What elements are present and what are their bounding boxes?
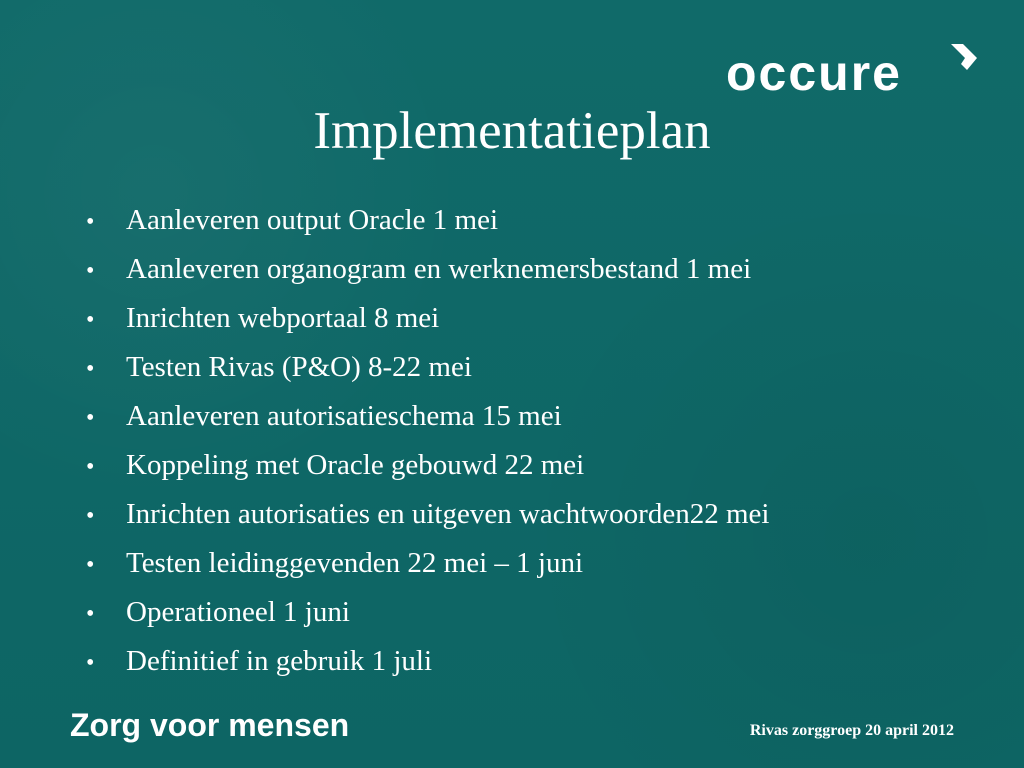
bullet-item <box>86 245 946 294</box>
bullet-item <box>86 441 946 490</box>
bullet-icon: • <box>86 307 95 333</box>
bullet-icon: • <box>86 503 95 529</box>
occure-logo <box>726 40 981 110</box>
bullet-item <box>86 196 946 245</box>
bullet-icon: • <box>86 601 95 627</box>
bullet-icon: • <box>86 209 95 235</box>
bullet-text: Aanleveren output Oracle 1 mei <box>126 204 499 236</box>
bullet-item <box>86 343 946 392</box>
bullet-icon: • <box>86 454 95 480</box>
bullet-text: Definitief in gebruik 1 juli <box>126 645 433 677</box>
arrow-mark-icon <box>947 40 981 74</box>
bullet-icon: • <box>86 405 95 431</box>
bullet-text: Aanleveren organogram en werknemersbestand 1 mei <box>126 253 752 285</box>
bullet-icon: • <box>86 356 95 382</box>
bullet-item <box>86 490 946 539</box>
bullet-icon: • <box>86 258 95 284</box>
bullet-item <box>86 294 946 343</box>
footer-tagline: Zorg voor mensen <box>70 707 350 743</box>
slide-title: Implementatieplan <box>313 102 711 160</box>
bullet-list <box>86 196 946 686</box>
bullet-text: Aanleveren autorisatieschema 15 mei <box>126 400 562 432</box>
bullet-text: Inrichten autorisaties en uitgeven wachtwoorden22 mei <box>126 498 770 530</box>
bullet-icon: • <box>86 650 95 676</box>
bullet-text: Inrichten webportaal 8 mei <box>126 302 440 334</box>
bullet-text: Koppeling met Oracle gebouwd 22 mei <box>126 449 585 481</box>
bullet-icon: • <box>86 552 95 578</box>
bullet-item <box>86 637 946 686</box>
bullet-text: Testen leidinggevenden 22 mei – 1 juni <box>126 547 584 579</box>
bullet-item <box>86 539 946 588</box>
footer-date: Rivas zorggroep 20 april 2012 <box>749 722 954 739</box>
logo-text: occure <box>726 45 902 101</box>
bullet-text: Testen Rivas (P&O) 8-22 mei <box>126 351 472 383</box>
bullet-text: Operationeel 1 juni <box>126 596 350 628</box>
bullet-item <box>86 588 946 637</box>
bullet-item <box>86 392 946 441</box>
